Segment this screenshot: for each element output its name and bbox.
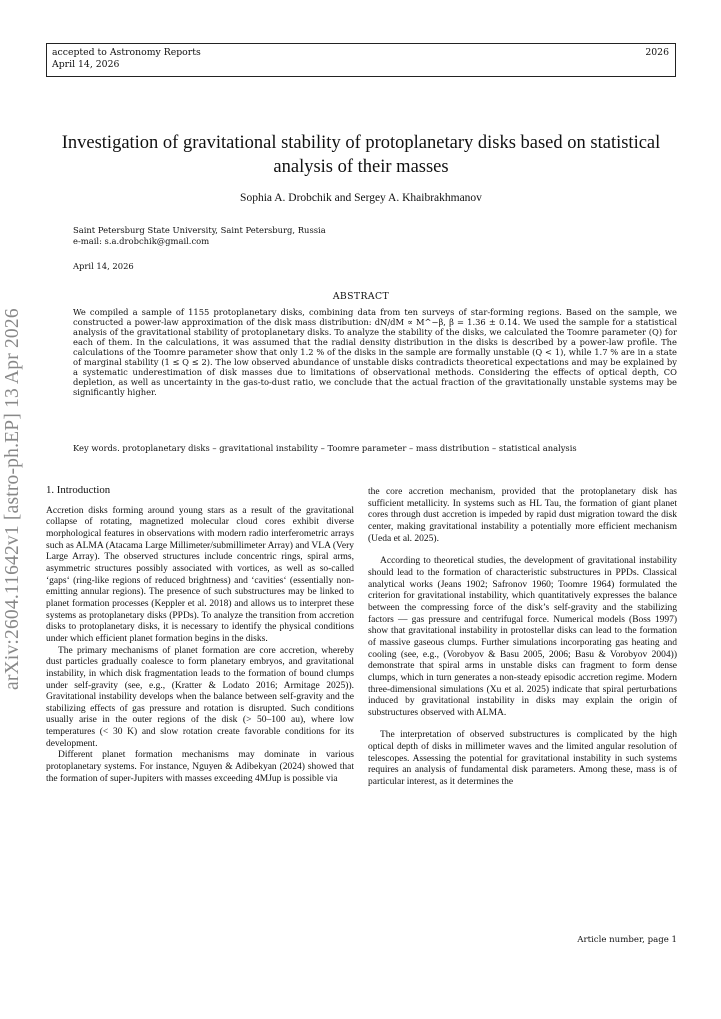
section-heading: 1. Introduction [46,484,111,496]
paragraph: The primary mechanisms of planet formation are core accretion, whereby dust particles gradually coalesce to form planetary embryos, and gravitational instability, in which disk fragmentation leads to the formation of bound clumps under self-gravity (see, e.g., (Kratter & Lodato 2016; Armitage 2025)). Gravitational instability develops when the balance between self-gravity and the stabilizing effects of gas pressure and rotation is disrupted. Such conditions usually arise in the outer regions of the disk (> 50–100 au), where low temperatures (< 30 K) and slow rotation create favorable conditions for its development. [46,645,354,749]
page-footer: Article number, page 1 [577,935,677,945]
abstract-text: We compiled a sample of 1155 protoplanetary disks, combining data from ten surveys of star-forming regions. Based on the sample, we constructed a power-law approximation of the disk mass distribution: dN/dM ∝ M^−β, β = 1.36 ± 0.14. We used the sample for a statistical analysis of the gravitational stability of protoplanetary disks. To analyze the stability of the disks, we calculated the Toomre parameter (Q) for each of them. In the calculations, it was assumed that the radial density distribution in the disks is described by a power-law profile. The calculations of the Toomre parameter show that only 1.2 % of the disks in the sample are formally unstable (Q < 1), while 1.7 % are in a state of marginal stability (1 ≤ Q ≤ 2). The low observed abundance of unstable disks contradicts theoretical expectations and may be explained by a systematic underestimation of disk masses due to limitations of observational methods. Considering the effects of optical depth, CO depletion, as well as uncertainty in the gas-to-dust ratio, we conclude that the actual fraction of the gravitationally unstable systems may be significantly higher. [73,307,677,398]
abstract-heading: ABSTRACT [332,291,390,302]
affiliation-email: e-mail: s.a.drobchik@gmail.com [73,235,210,246]
keywords: Key words. protoplanetary disks – gravitational instability – Toomre parameter – mass distribution – statistical analysis [73,443,577,453]
paragraph: Accretion disks forming around young stars as a result of the gravitational collapse of rotating, magnetized molecular cloud cores exhibit diverse morphological features in observations with modern radio interferometric arrays such as ALMA (Atacama Large Millimeter/submillimeter Array) and VLA (Very Large Array). The observed structures include concentric rings, spiral arms, asymmetric structures possibly associated with vortices, as well as so-called ‘gaps‘ (ring-like regions of reduced brightness) and ‘cavities‘ (essentially non-emitting annular regions). The presence of such substructures may be linked to planet formation processes (Keppler et al. 2018) and allows us to interpret these systems as protoplanetary disks (PPDs). To analyze the transition from accretion disks to protoplanetary disks, it is necessary to identify the physical conditions under which efficient planet formation begins in the disks. [46,505,354,644]
column-left [46,485,354,785]
paper-authors: Sophia A. Drobchik and Sergey A. Khaibrakhmanov [240,192,482,204]
column-right [368,487,677,789]
paragraph: Different planet formation mechanisms may dominate in various protoplanetary systems. For instance, Nguyen & Adibekyan (2024) showed that the formation of super-Jupiters with masses exceeding 4MJup is possible via [46,750,354,784]
paragraph: The interpretation of observed substructures is complicated by the high optical depth of disks in millimeter waves and the limited angular resolution of telescopes. Assessing the potential for gravitational instability in such systems requires an analysis of fundamental disk parameters. Among these, mass is of particular interest, as it determines the [368,730,677,788]
header-date: April 14, 2026 [52,58,120,70]
paragraph: According to theoretical studies, the development of gravitational instability should lead to the formation of characteristic substructures in PPDs. Classical analytical works (Jeans 1902; Safronov 1960; Toomre 1964) formulated the criterion for gravitational instability, which quantitatively expresses the balance between the compressing force of the disk’s self-gravity and the stabilizing factors — gas pressure and centrifugal force. Numerical models (Boss 1997) show that gravitational instability in protostellar disks can lead to the formation of massive gaseous clumps. Further simulations incorporating gas heating and cooling (see, e.g., (Vorobyov & Basu 2005, 2006; Basu & Vorobyov 2004)) demonstrate that spiral arms in unstable disks can fragment to form dense clumps, which in turn generates a non-steady episodic accretion regime. Modern three-dimensional simulations (Xu et al. 2025) indicate that spiral perturbations induced by gravitational instability in disks may explain the origin of substructures observed with ALMA. [368,556,677,718]
paper-title: Investigation of gravitational stability of protoplanetary disks based on statistical analysis of their masses [61,133,661,177]
journal-header-box [46,43,676,77]
paragraph: the core accretion mechanism, provided that the protoplanetary disk has sufficient metallicity. In systems such as HL Tau, the formation of giant planet cores through dust accretion is impeded by rapid dust migration toward the disk center, making gravitational instability a potentially more efficient mechanism (Ueda et al. 2025). [368,487,677,544]
date-line: April 14, 2026 [73,261,134,271]
affiliation-institution: Saint Petersburg State University, Saint Petersburg, Russia [73,225,326,235]
affiliation [73,225,326,246]
arxiv-identifier: arXiv:2604.11642v1 [astro-ph.EP] 13 Apr 2026 [2,308,23,690]
header-year: 2026 [645,47,669,58]
journal-name: accepted to Astronomy Reports [52,47,201,58]
